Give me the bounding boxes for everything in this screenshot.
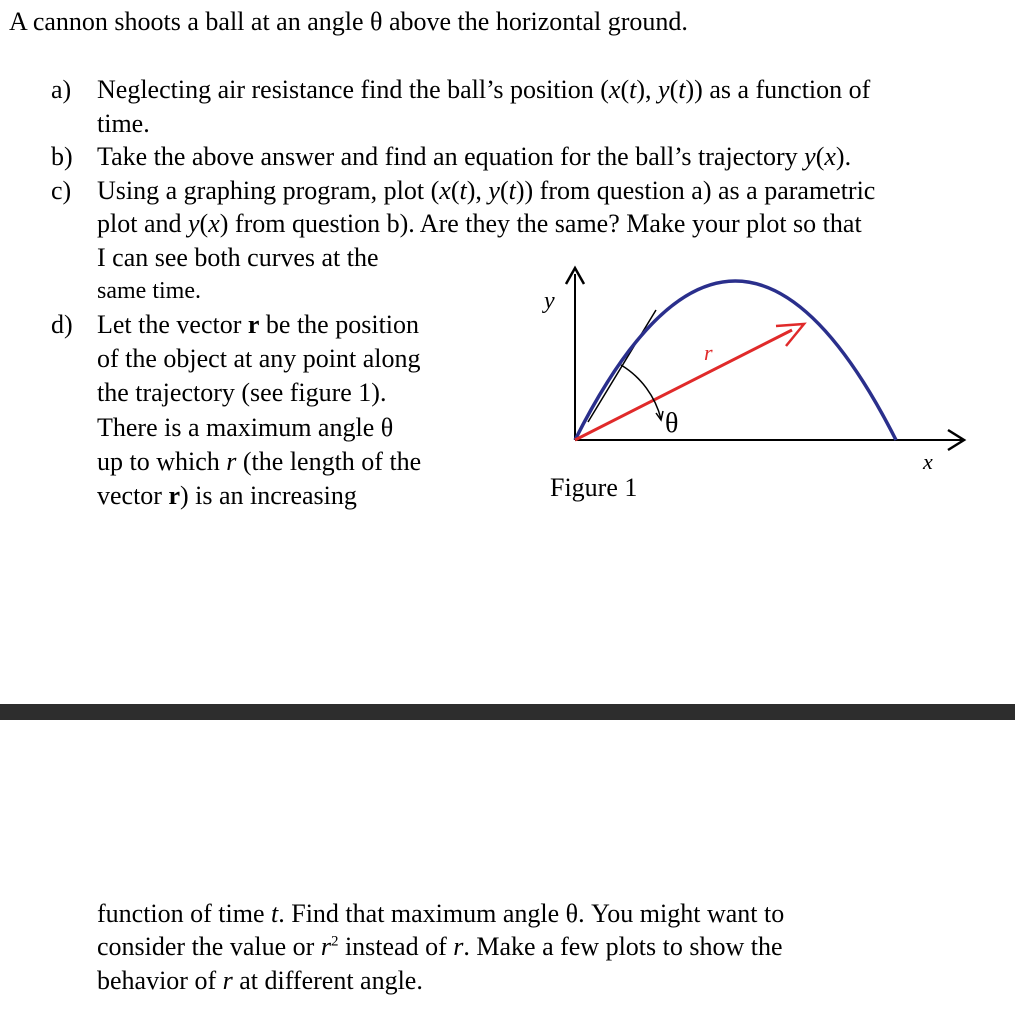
item-a-line2: time.	[97, 109, 150, 138]
vector-r-label: r⃗	[704, 340, 730, 365]
item-d-line1: Let the vector r be the position	[97, 310, 420, 339]
item-c-line3: I can see both curves at the	[97, 243, 379, 272]
continuation-line3: behavior of r at different angle.	[97, 966, 423, 995]
figure-caption: Figure 1	[550, 473, 638, 502]
item-c-label: c)	[51, 176, 72, 205]
item-b-line1: Take the above answer and find an equation for the ball’s trajectory y(x).	[97, 142, 852, 171]
y-axis-label: y	[544, 288, 555, 314]
continuation-line2: consider the value or $r^2$ instead of r. Make a few plots to show the	[97, 932, 783, 961]
angle-arc	[621, 365, 661, 419]
item-c-line2: plot and y(x) from question b). Are they the same? Make your plot so that	[97, 209, 862, 238]
item-d-line6: vector r) is an increasing	[97, 481, 357, 510]
item-b-label: b)	[51, 142, 73, 171]
theta-label: θ	[665, 408, 679, 439]
item-d-line2: of the object at any point along	[97, 344, 421, 373]
page-divider	[0, 704, 1015, 720]
item-d-line3: the trajectory (see figure 1).	[97, 378, 387, 407]
item-c-line1: Using a graphing program, plot (x(t), y(t)) from question a) as a parametric	[97, 176, 876, 205]
item-a-label: a)	[51, 75, 72, 104]
item-c-line4: same time.	[97, 278, 201, 304]
item-d-line5: up to which r (the length of the	[97, 447, 422, 476]
item-a-line1: Neglecting air resistance find the ball’s position (x(t), y(t)) as a function of	[97, 75, 871, 104]
continuation-line1: function of time t. Find that maximum angle θ. You might want to	[97, 899, 785, 928]
item-d-line4: There is a maximum angle θ	[97, 413, 394, 442]
trajectory-figure	[530, 262, 980, 512]
x-axis-label: x	[923, 449, 933, 474]
item-d-label: d)	[51, 310, 73, 339]
problem-intro: A cannon shoots a ball at an angle θ above the horizontal ground.	[9, 7, 688, 36]
